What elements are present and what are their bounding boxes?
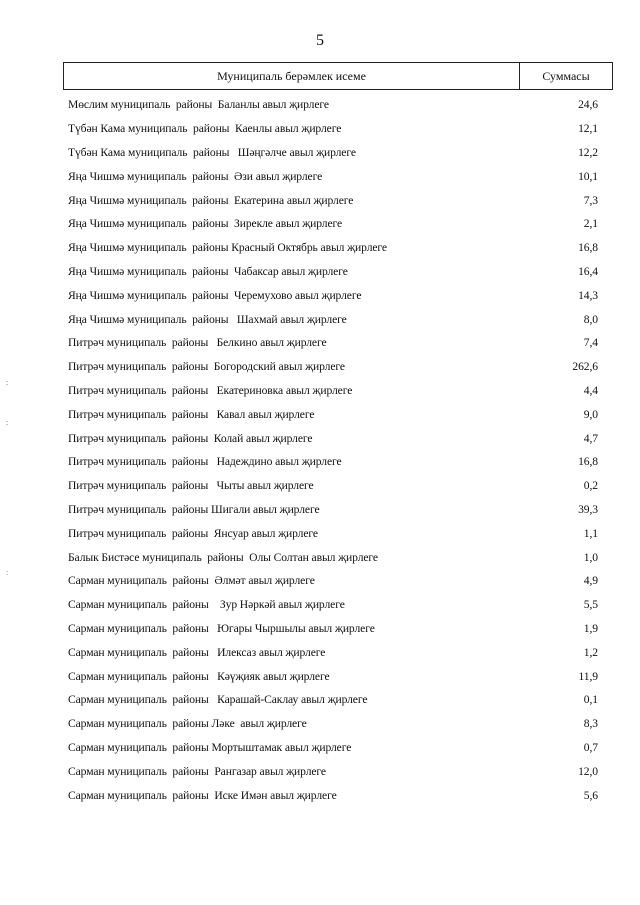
page-number: 5 xyxy=(316,32,324,49)
sum-value: 11,9 xyxy=(578,669,598,683)
sum-value: 12,1 xyxy=(578,122,598,136)
table-row xyxy=(68,402,598,426)
table-row xyxy=(68,759,598,783)
municipality-name: Сарман муниципаль районы Карашай-Саклау авыл җирлеге xyxy=(68,693,368,707)
table-row xyxy=(68,712,598,736)
table-row xyxy=(68,640,598,664)
margin-mark: : xyxy=(6,418,9,427)
table-row xyxy=(68,260,598,284)
sum-value: 9,0 xyxy=(583,407,598,421)
table-row xyxy=(68,426,598,450)
municipality-name: Сарман муниципаль районы Рангазар авыл җирлеге xyxy=(68,764,326,778)
municipality-name: Яңа Чишмә муниципаль районы Чабаксар авыл җирлеге xyxy=(68,264,348,278)
municipality-name: Яңа Чишмә муниципаль районы Зирекле авыл җирлеге xyxy=(68,217,343,231)
municipality-name: Питрәч муниципаль районы Янсуар авыл җирлеге xyxy=(68,526,318,540)
municipality-name: Сарман муниципаль районы Югары Чыршылы авыл җирлеге xyxy=(68,621,375,635)
table-row xyxy=(68,783,598,807)
sum-value: 1,9 xyxy=(583,621,598,635)
sum-value: 7,3 xyxy=(583,193,598,207)
municipality-name: Питрәч муниципаль районы Белкино авыл җирлеге xyxy=(68,336,327,350)
table-row xyxy=(68,498,598,522)
sum-value: 10,1 xyxy=(578,169,598,183)
table-row xyxy=(68,355,598,379)
municipality-name: Питрәч муниципаль районы Чыты авыл җирлеге xyxy=(68,479,314,493)
municipality-name: Балык Бистәсе муниципаль районы Олы Солтан авыл җирлеге xyxy=(68,550,378,564)
municipality-name: Түбән Кама муниципаль районы Шәңгәлче авыл җирлеге xyxy=(68,145,356,159)
margin-mark: : xyxy=(6,378,9,387)
sum-value: 4,7 xyxy=(583,431,598,445)
municipality-name: Сарман муниципаль районы Ләке авыл җирлеге xyxy=(68,717,307,731)
municipality-name: Питрәч муниципаль районы Надеждино авыл җирлеге xyxy=(68,455,342,469)
table-row xyxy=(68,593,598,617)
sum-value: 12,0 xyxy=(578,764,598,778)
sum-value: 0,2 xyxy=(583,479,598,493)
municipality-name: Питрәч муниципаль районы Кавал авыл җирлеге xyxy=(68,407,315,421)
municipality-name: Яңа Чишмә муниципаль районы Красный Октябрь авыл җирлеге xyxy=(68,241,387,255)
sum-value: 7,4 xyxy=(583,336,598,350)
table-row xyxy=(68,117,598,141)
table-row xyxy=(68,188,598,212)
municipality-name: Сарман муниципаль районы Әлмәт авыл җирлеге xyxy=(68,574,315,588)
sum-value: 2,1 xyxy=(583,217,598,231)
municipality-name: Сарман муниципаль районы Мортыштамак авыл җирлеге xyxy=(68,740,352,754)
sum-value: 16,8 xyxy=(578,241,598,255)
municipality-name: Түбән Кама муниципаль районы Каенлы авыл җирлеге xyxy=(68,122,342,136)
sum-value: 0,7 xyxy=(583,740,598,754)
municipality-name: Яңа Чишмә муниципаль районы Шахмай авыл җирлеге xyxy=(68,312,347,326)
table-row xyxy=(68,521,598,545)
municipality-name: Яңа Чишмә муниципаль районы Екатерина авыл җирлеге xyxy=(68,193,354,207)
table-row xyxy=(68,212,598,236)
municipality-name: Сарман муниципаль районы Илексаз авыл җирлеге xyxy=(68,645,326,659)
table-row xyxy=(68,164,598,188)
municipality-name: Питрәч муниципаль районы Шигали авыл җирлеге xyxy=(68,502,320,516)
municipality-name: Питрәч муниципаль районы Екатериновка авыл җирлеге xyxy=(68,383,353,397)
table-row xyxy=(68,141,598,165)
sum-value: 4,4 xyxy=(583,383,598,397)
municipality-name: Яңа Чишмә муниципаль районы Әзи авыл җирлеге xyxy=(68,169,323,183)
table-row xyxy=(68,664,598,688)
sum-value: 39,3 xyxy=(578,502,598,516)
table-row xyxy=(68,736,598,760)
municipality-name: Сарман муниципаль районы Иске Имән авыл җирлеге xyxy=(68,788,337,802)
header-name-column: Муниципаль берәмлек исеме xyxy=(64,63,520,89)
table-row xyxy=(68,474,598,498)
sum-value: 1,0 xyxy=(583,550,598,564)
table-row xyxy=(68,450,598,474)
sum-value: 16,8 xyxy=(578,455,598,469)
table-row xyxy=(68,236,598,260)
margin-mark: : xyxy=(6,568,9,577)
sum-value: 0,1 xyxy=(583,693,598,707)
header-sum-column: Суммасы xyxy=(542,68,590,83)
sum-value: 5,5 xyxy=(583,598,598,612)
table-header xyxy=(63,62,613,90)
municipality-name: Питрәч муниципаль районы Колай авыл җирлеге xyxy=(68,431,313,445)
municipality-name: Сарман муниципаль районы Зур Нәркәй авыл җирлеге xyxy=(68,598,345,612)
sum-value: 8,3 xyxy=(583,717,598,731)
table-row xyxy=(68,283,598,307)
table-row xyxy=(68,331,598,355)
sum-value: 4,9 xyxy=(583,574,598,588)
sum-value: 16,4 xyxy=(578,264,598,278)
municipality-name: Яңа Чишмә муниципаль районы Черемухово авыл җирлеге xyxy=(68,288,362,302)
table-row xyxy=(68,617,598,641)
sum-value: 1,1 xyxy=(583,526,598,540)
sum-value: 5,6 xyxy=(583,788,598,802)
municipality-name: Сарман муниципаль районы Кәүҗияк авыл җирлеге xyxy=(68,669,330,683)
table-row xyxy=(68,379,598,403)
table-row xyxy=(68,307,598,331)
sum-value: 8,0 xyxy=(583,312,598,326)
table-row xyxy=(68,688,598,712)
municipality-name: Мөслим муниципаль районы Баланлы авыл җирлеге xyxy=(68,98,329,112)
sum-value: 12,2 xyxy=(578,145,598,159)
table-row xyxy=(68,93,598,117)
table-row xyxy=(68,545,598,569)
table-row xyxy=(68,569,598,593)
sum-value: 1,2 xyxy=(583,645,598,659)
table-body xyxy=(68,93,598,807)
sum-value: 24,6 xyxy=(578,98,598,112)
sum-value: 262,6 xyxy=(572,360,598,374)
municipality-name: Питрәч муниципаль районы Богородский авыл җирлеге xyxy=(68,360,345,374)
sum-value: 14,3 xyxy=(578,288,598,302)
